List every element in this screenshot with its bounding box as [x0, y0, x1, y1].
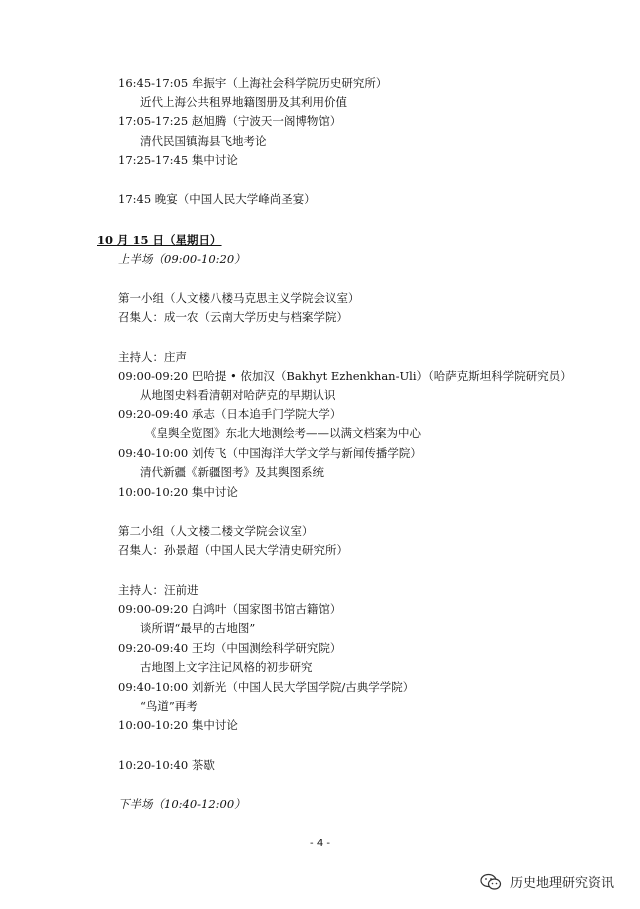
watermark-text: 历史地理研究资讯 — [509, 876, 614, 891]
talk-title: 《皇舆全览图》东北大地测绘考——以满文档案为中心 — [145, 426, 421, 440]
talk-title: 近代上海公共租界地籍图册及其利用价值 — [140, 95, 347, 109]
convener-line: 召集人：成一农（云南大学历史与档案学院） — [118, 310, 348, 324]
session-time-line: 09:20-09:40 承志（日本追手门学院大学） — [118, 407, 342, 421]
talk-title: 清代新疆《新疆图考》及其舆图系统 — [140, 465, 324, 479]
wechat-icon — [480, 873, 502, 891]
talk-title: 古地图上文字注记风格的初步研究 — [140, 660, 313, 674]
half-session-heading: 上半场（09:00-10:20） — [118, 252, 246, 266]
session-time-line: 09:40-10:00 刘新光（中国人民大学国学院/古典学学院） — [118, 680, 415, 694]
half-session-heading: 下半场（10:40-12:00） — [118, 797, 246, 811]
talk-title: 清代民国镇海县飞地考论 — [140, 134, 267, 148]
day-heading: 10 月 15 日（星期日） — [97, 233, 222, 247]
talk-title: 从地图史料看清朝对哈萨克的早期认识 — [140, 388, 336, 402]
group-heading: 第二小组（人文楼二楼文学院会议室） — [118, 524, 314, 538]
chair-line: 主持人：庄声 — [118, 350, 187, 364]
session-time-line: 09:40-10:00 刘传飞（中国海洋大学文学与新闻传播学院） — [118, 446, 422, 460]
watermark — [480, 872, 614, 891]
convener-line: 召集人：孙景超（中国人民大学清史研究所） — [118, 543, 348, 557]
session-time-line: 17:05-17:25 赵旭腾（宁波天一阁博物馆） — [118, 114, 342, 128]
session-time-line: 17:25-17:45 集中讨论 — [118, 153, 238, 167]
session-time-line: 09:00-09:20 巴哈提 • 依加汉（Bakhyt Ezhenkhan-Uli）（哈萨克斯坦科学院研究员） — [118, 369, 572, 383]
session-time-line: 10:00-10:20 集中讨论 — [118, 718, 238, 732]
session-time-line: 16:45-17:05 牟振宇（上海社会科学院历史研究所） — [118, 76, 388, 90]
group-heading: 第一小组（人文楼八楼马克思主义学院会议室） — [118, 291, 360, 305]
chair-line: 主持人：汪前进 — [118, 583, 199, 597]
session-time-line: 09:20-09:40 王均（中国测绘科学研究院） — [118, 641, 342, 655]
session-time-line: 10:00-10:20 集中讨论 — [118, 485, 238, 499]
session-time-line: 17:45 晚宴（中国人民大学峰尚圣宴） — [118, 192, 316, 206]
session-time-line: 09:00-09:20 白鸿叶（国家图书馆古籍馆） — [118, 602, 342, 616]
session-time-line: 10:20-10:40 茶歇 — [118, 758, 215, 772]
talk-title: 谈所谓“最早的古地图” — [140, 621, 256, 635]
page-number: - 4 - — [310, 838, 330, 849]
talk-title: “鸟道”再考 — [140, 699, 198, 713]
